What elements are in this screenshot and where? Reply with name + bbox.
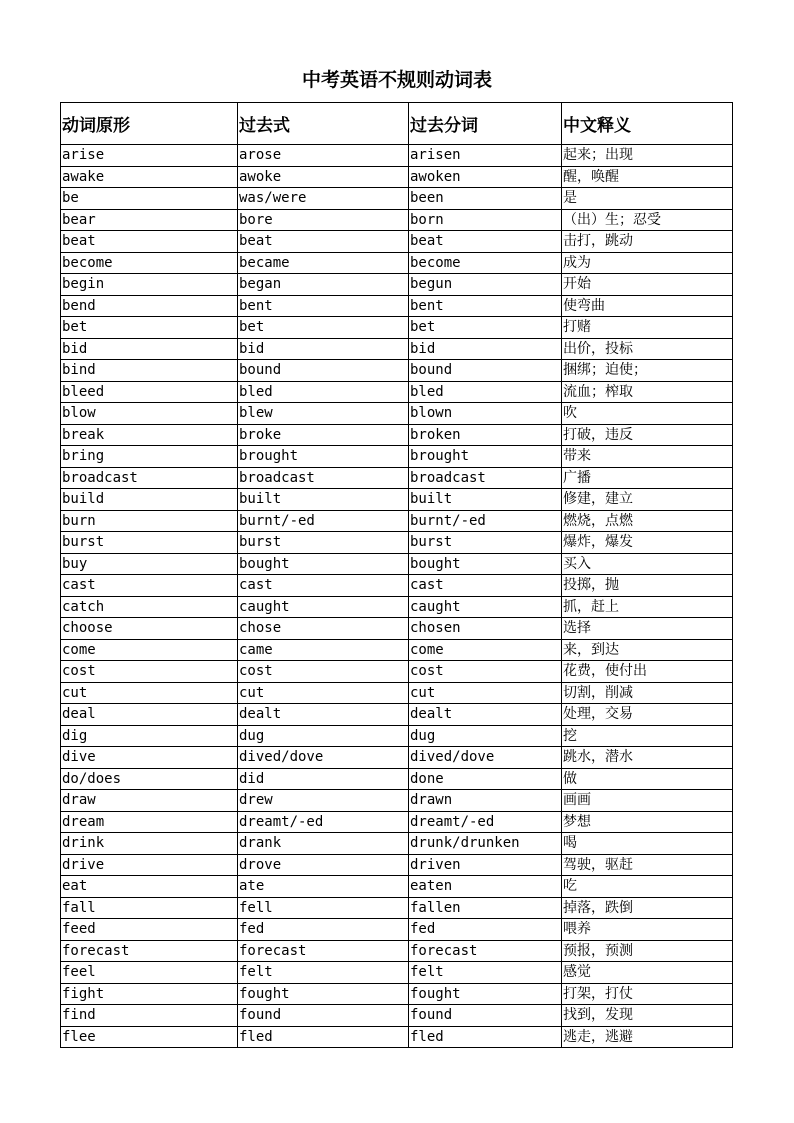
table-row: [61, 768, 733, 790]
past-participle-cell: eaten: [409, 876, 562, 898]
table-row: [61, 940, 733, 962]
past-tense-cell: bound: [238, 360, 409, 382]
chinese-meaning-cell: 抓，赶上: [562, 596, 733, 618]
past-tense-cell: became: [238, 252, 409, 274]
past-participle-cell: cost: [409, 661, 562, 683]
table-row: [61, 575, 733, 597]
chinese-meaning-cell: 画画: [562, 790, 733, 812]
base-form-cell: blow: [61, 403, 238, 425]
past-participle-cell: found: [409, 1005, 562, 1027]
past-participle-cell: dreamt/-ed: [409, 811, 562, 833]
base-form-cell: bring: [61, 446, 238, 468]
table-row: [61, 618, 733, 640]
chinese-meaning-cell: 驾驶，驱赶: [562, 854, 733, 876]
past-participle-cell: chosen: [409, 618, 562, 640]
past-participle-cell: fallen: [409, 897, 562, 919]
chinese-meaning-cell: 使弯曲: [562, 295, 733, 317]
past-participle-cell: cut: [409, 682, 562, 704]
chinese-meaning-cell: 带来: [562, 446, 733, 468]
base-form-cell: cost: [61, 661, 238, 683]
chinese-meaning-cell: 梦想: [562, 811, 733, 833]
past-participle-cell: born: [409, 209, 562, 231]
table-row: [61, 424, 733, 446]
past-participle-cell: fought: [409, 983, 562, 1005]
past-participle-cell: burst: [409, 532, 562, 554]
chinese-meaning-cell: 做: [562, 768, 733, 790]
table-row: [61, 811, 733, 833]
chinese-meaning-cell: 逃走，逃避: [562, 1026, 733, 1048]
past-tense-cell: forecast: [238, 940, 409, 962]
base-form-cell: come: [61, 639, 238, 661]
table-row: [61, 145, 733, 167]
past-tense-cell: drew: [238, 790, 409, 812]
header-past-tense: 过去式: [238, 103, 409, 145]
past-tense-cell: burnt/-ed: [238, 510, 409, 532]
chinese-meaning-cell: 广播: [562, 467, 733, 489]
chinese-meaning-cell: 选择: [562, 618, 733, 640]
table-body: [61, 145, 733, 1048]
past-tense-cell: bid: [238, 338, 409, 360]
base-form-cell: cast: [61, 575, 238, 597]
past-participle-cell: dealt: [409, 704, 562, 726]
past-tense-cell: fell: [238, 897, 409, 919]
past-participle-cell: blown: [409, 403, 562, 425]
table-row: [61, 704, 733, 726]
past-tense-cell: awoke: [238, 166, 409, 188]
chinese-meaning-cell: 打赌: [562, 317, 733, 339]
table-row: [61, 661, 733, 683]
chinese-meaning-cell: 跳水，潜水: [562, 747, 733, 769]
past-participle-cell: come: [409, 639, 562, 661]
chinese-meaning-cell: 挖: [562, 725, 733, 747]
past-participle-cell: burnt/-ed: [409, 510, 562, 532]
past-participle-cell: built: [409, 489, 562, 511]
page-title: 中考英语不规则动词表: [301, 69, 492, 91]
base-form-cell: feed: [61, 919, 238, 941]
irregular-verbs-table: [60, 102, 733, 1048]
chinese-meaning-cell: 喝: [562, 833, 733, 855]
base-form-cell: arise: [61, 145, 238, 167]
chinese-meaning-cell: 预报，预测: [562, 940, 733, 962]
chinese-meaning-cell: 爆炸，爆发: [562, 532, 733, 554]
past-tense-cell: found: [238, 1005, 409, 1027]
base-form-cell: dive: [61, 747, 238, 769]
past-participle-cell: drunk/drunken: [409, 833, 562, 855]
base-form-cell: beat: [61, 231, 238, 253]
chinese-meaning-cell: （出）生；忍受: [562, 209, 733, 231]
base-form-cell: feel: [61, 962, 238, 984]
past-tense-cell: cost: [238, 661, 409, 683]
base-form-cell: bet: [61, 317, 238, 339]
table-row: [61, 682, 733, 704]
past-tense-cell: cast: [238, 575, 409, 597]
past-participle-cell: bent: [409, 295, 562, 317]
past-participle-cell: fed: [409, 919, 562, 941]
base-form-cell: bind: [61, 360, 238, 382]
chinese-meaning-cell: 掉落，跌倒: [562, 897, 733, 919]
base-form-cell: buy: [61, 553, 238, 575]
chinese-meaning-cell: 喂养: [562, 919, 733, 941]
table-row: [61, 446, 733, 468]
chinese-meaning-cell: 成为: [562, 252, 733, 274]
table-row: [61, 919, 733, 941]
base-form-cell: bear: [61, 209, 238, 231]
past-participle-cell: broken: [409, 424, 562, 446]
base-form-cell: choose: [61, 618, 238, 640]
base-form-cell: eat: [61, 876, 238, 898]
past-tense-cell: drove: [238, 854, 409, 876]
base-form-cell: awake: [61, 166, 238, 188]
past-tense-cell: broadcast: [238, 467, 409, 489]
chinese-meaning-cell: 来，到达: [562, 639, 733, 661]
table-row: [61, 983, 733, 1005]
base-form-cell: forecast: [61, 940, 238, 962]
chinese-meaning-cell: 醒，唤醒: [562, 166, 733, 188]
past-participle-cell: begun: [409, 274, 562, 296]
table-row: [61, 360, 733, 382]
chinese-meaning-cell: 打架，打仗: [562, 983, 733, 1005]
past-participle-cell: done: [409, 768, 562, 790]
table-row: [61, 962, 733, 984]
past-participle-cell: bled: [409, 381, 562, 403]
table-row: [61, 1026, 733, 1048]
table-row: [61, 403, 733, 425]
past-participle-cell: fled: [409, 1026, 562, 1048]
table-row: [61, 553, 733, 575]
base-form-cell: bend: [61, 295, 238, 317]
chinese-meaning-cell: 开始: [562, 274, 733, 296]
past-participle-cell: caught: [409, 596, 562, 618]
chinese-meaning-cell: 燃烧，点燃: [562, 510, 733, 532]
table-row: [61, 231, 733, 253]
table-row: [61, 252, 733, 274]
base-form-cell: draw: [61, 790, 238, 812]
past-participle-cell: awoken: [409, 166, 562, 188]
base-form-cell: build: [61, 489, 238, 511]
past-participle-cell: driven: [409, 854, 562, 876]
past-tense-cell: broke: [238, 424, 409, 446]
past-tense-cell: began: [238, 274, 409, 296]
past-tense-cell: bought: [238, 553, 409, 575]
past-tense-cell: dealt: [238, 704, 409, 726]
past-tense-cell: felt: [238, 962, 409, 984]
table-row: [61, 467, 733, 489]
base-form-cell: flee: [61, 1026, 238, 1048]
past-tense-cell: chose: [238, 618, 409, 640]
past-tense-cell: caught: [238, 596, 409, 618]
table-row: [61, 1005, 733, 1027]
table-row: [61, 725, 733, 747]
past-tense-cell: fed: [238, 919, 409, 941]
base-form-cell: break: [61, 424, 238, 446]
past-tense-cell: brought: [238, 446, 409, 468]
base-form-cell: burn: [61, 510, 238, 532]
table-row: [61, 209, 733, 231]
chinese-meaning-cell: 吃: [562, 876, 733, 898]
past-participle-cell: bid: [409, 338, 562, 360]
base-form-cell: fall: [61, 897, 238, 919]
chinese-meaning-cell: 切割，削减: [562, 682, 733, 704]
table-row: [61, 489, 733, 511]
past-tense-cell: arose: [238, 145, 409, 167]
table-row: [61, 166, 733, 188]
past-participle-cell: bet: [409, 317, 562, 339]
chinese-meaning-cell: 投掷，抛: [562, 575, 733, 597]
base-form-cell: drive: [61, 854, 238, 876]
past-participle-cell: drawn: [409, 790, 562, 812]
chinese-meaning-cell: 捆绑；迫使；: [562, 360, 733, 382]
header-past-participle: 过去分词: [409, 103, 562, 145]
base-form-cell: catch: [61, 596, 238, 618]
past-tense-cell: bled: [238, 381, 409, 403]
table-row: [61, 747, 733, 769]
past-participle-cell: arisen: [409, 145, 562, 167]
chinese-meaning-cell: 打破，违反: [562, 424, 733, 446]
past-tense-cell: bent: [238, 295, 409, 317]
table-row: [61, 274, 733, 296]
table-row: [61, 317, 733, 339]
past-tense-cell: cut: [238, 682, 409, 704]
base-form-cell: broadcast: [61, 467, 238, 489]
table-row: [61, 532, 733, 554]
base-form-cell: become: [61, 252, 238, 274]
past-participle-cell: dug: [409, 725, 562, 747]
chinese-meaning-cell: 买入: [562, 553, 733, 575]
past-tense-cell: ate: [238, 876, 409, 898]
base-form-cell: bleed: [61, 381, 238, 403]
chinese-meaning-cell: 出价，投标: [562, 338, 733, 360]
table-row: [61, 897, 733, 919]
past-tense-cell: built: [238, 489, 409, 511]
base-form-cell: fight: [61, 983, 238, 1005]
table-row: [61, 790, 733, 812]
past-participle-cell: been: [409, 188, 562, 210]
past-tense-cell: was/were: [238, 188, 409, 210]
base-form-cell: be: [61, 188, 238, 210]
table-row: [61, 381, 733, 403]
chinese-meaning-cell: 找到，发现: [562, 1005, 733, 1027]
table-row: [61, 338, 733, 360]
chinese-meaning-cell: 处理，交易: [562, 704, 733, 726]
base-form-cell: find: [61, 1005, 238, 1027]
table-row: [61, 188, 733, 210]
base-form-cell: deal: [61, 704, 238, 726]
chinese-meaning-cell: 花费，使付出: [562, 661, 733, 683]
table-row: [61, 876, 733, 898]
base-form-cell: bid: [61, 338, 238, 360]
past-tense-cell: fought: [238, 983, 409, 1005]
base-form-cell: dig: [61, 725, 238, 747]
past-tense-cell: dreamt/-ed: [238, 811, 409, 833]
base-form-cell: burst: [61, 532, 238, 554]
past-participle-cell: forecast: [409, 940, 562, 962]
chinese-meaning-cell: 是: [562, 188, 733, 210]
past-tense-cell: dived/dove: [238, 747, 409, 769]
past-tense-cell: bore: [238, 209, 409, 231]
past-tense-cell: burst: [238, 532, 409, 554]
table-row: [61, 295, 733, 317]
past-tense-cell: came: [238, 639, 409, 661]
past-participle-cell: brought: [409, 446, 562, 468]
header-base-form: 动词原形: [61, 103, 238, 145]
past-participle-cell: broadcast: [409, 467, 562, 489]
past-participle-cell: cast: [409, 575, 562, 597]
past-tense-cell: fled: [238, 1026, 409, 1048]
past-tense-cell: did: [238, 768, 409, 790]
past-participle-cell: dived/dove: [409, 747, 562, 769]
base-form-cell: do/does: [61, 768, 238, 790]
table-row: [61, 596, 733, 618]
chinese-meaning-cell: 起来；出现: [562, 145, 733, 167]
table-row: [61, 833, 733, 855]
table-header-row: [61, 103, 733, 145]
base-form-cell: begin: [61, 274, 238, 296]
past-tense-cell: blew: [238, 403, 409, 425]
past-participle-cell: beat: [409, 231, 562, 253]
chinese-meaning-cell: 吹: [562, 403, 733, 425]
table-row: [61, 510, 733, 532]
chinese-meaning-cell: 击打，跳动: [562, 231, 733, 253]
past-tense-cell: bet: [238, 317, 409, 339]
table-row: [61, 639, 733, 661]
chinese-meaning-cell: 修建，建立: [562, 489, 733, 511]
chinese-meaning-cell: 感觉: [562, 962, 733, 984]
base-form-cell: dream: [61, 811, 238, 833]
base-form-cell: cut: [61, 682, 238, 704]
past-participle-cell: become: [409, 252, 562, 274]
header-chinese-meaning: 中文释义: [562, 103, 733, 145]
past-tense-cell: beat: [238, 231, 409, 253]
table-row: [61, 854, 733, 876]
past-tense-cell: dug: [238, 725, 409, 747]
base-form-cell: drink: [61, 833, 238, 855]
past-participle-cell: felt: [409, 962, 562, 984]
past-tense-cell: drank: [238, 833, 409, 855]
chinese-meaning-cell: 流血；榨取: [562, 381, 733, 403]
past-participle-cell: bought: [409, 553, 562, 575]
past-participle-cell: bound: [409, 360, 562, 382]
